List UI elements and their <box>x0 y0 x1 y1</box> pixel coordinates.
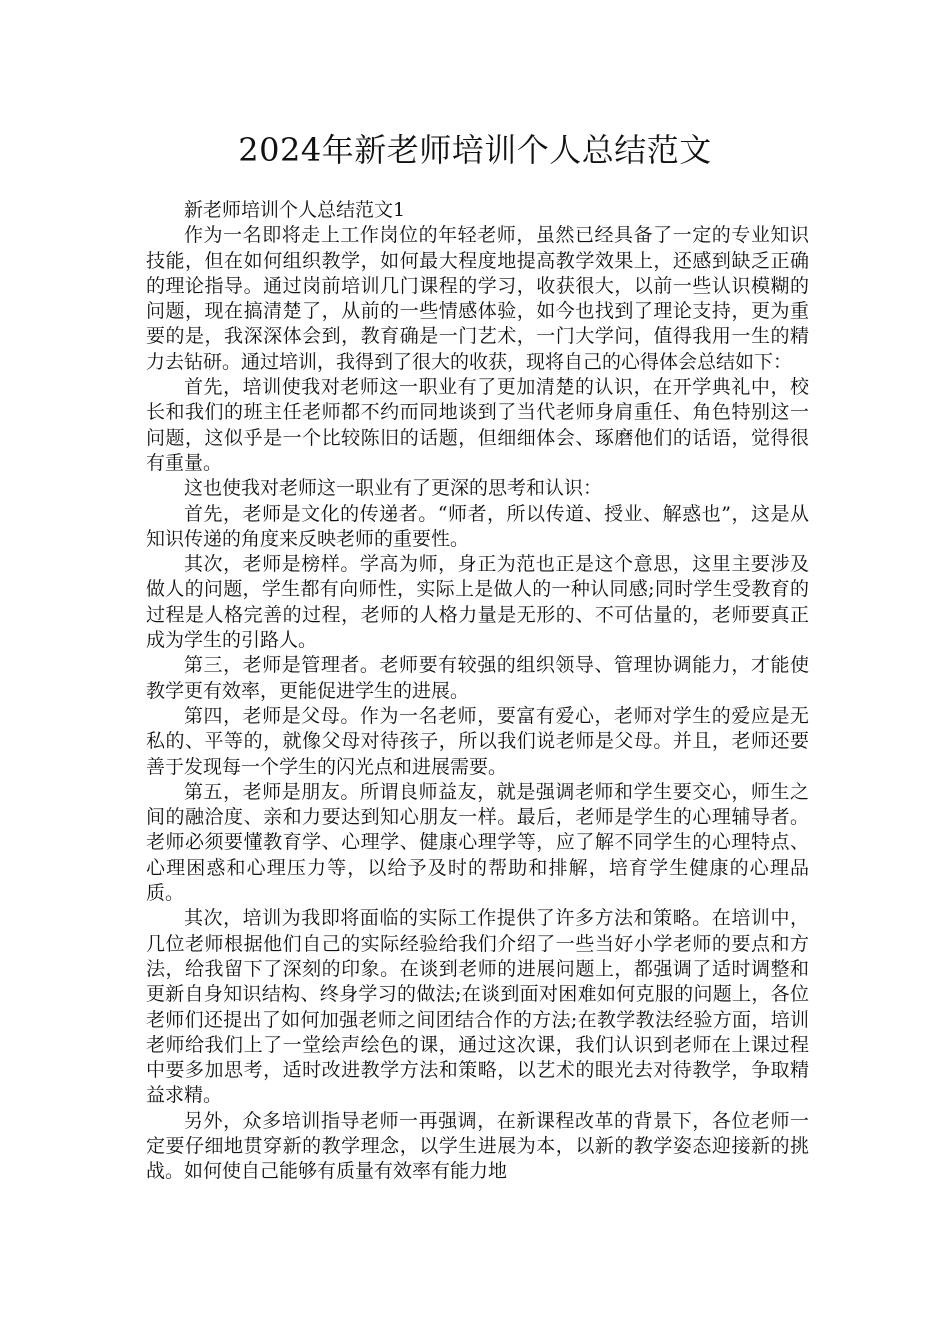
paragraph: 其次，老师是榜样。学高为师，身正为范也正是这个意思，这里主要涉及做人的问题，学生都有向师性，实际上是做人的一种认同感;同时学生受教育的过程是人格完善的过程，老师的人格力量是无形的、不可估量的，老师要真正成为学生的引路人。 <box>146 553 809 652</box>
paragraph: 其次，培训为我即将面临的实际工作提供了许多方法和策略。在培训中，几位老师根据他们自己的实际经验给我们介绍了一些当好小学老师的要点和方法，给我留下了深刻的印象。在谈到老师的进展问题上，都强调了适时调整和更新自身知识结构、终身学习的做法;在谈到面对困难如何克服的问题上，各位老师们还提出了如何加强老师之间团结合作的方法;在教学教法经验方面，培训老师给我们上了一堂绘声绘色的课，通过这次课，我们认识到老师在上课过程中要多加思考，适时改进教学方法和策略，以艺术的眼光去对待教学，争取精益求精。 <box>146 907 809 1107</box>
paragraph: 首先，培训使我对老师这一职业有了更加清楚的认识，在开学典礼中，校长和我们的班主任老师都不约而同地谈到了当代老师身肩重任、角色特别这一问题，这似乎是一个比较陈旧的话题，但细细体会、琢磨他们的话语，觉得很有重量。 <box>146 376 809 474</box>
document-body <box>146 198 809 1185</box>
paragraph: 第四，老师是父母。作为一名老师，要富有爱心，老师对学生的爱应是无私的、平等的，就像父母对待孩子，所以我们说老师是父母。并且，老师还要善于发现每一个学生的闪光点和进展需要。 <box>146 704 809 778</box>
paragraph: 第五，老师是朋友。所谓良师益友，就是强调老师和学生要交心，师生之间的融洽度、亲和力要达到知心朋友一样。最后，老师是学生的心理辅导者。老师必须要懂教育学、心理学、健康心理学等，应了解不同学生的心理特点、心理困惑和心理压力等，以给予及时的帮助和排解，培育学生健康的心理品质。 <box>146 780 809 905</box>
section-heading: 新老师培训个人总结范文1 <box>184 199 406 221</box>
paragraph: 另外，众多培训指导老师一再强调，在新课程改革的背景下，各位老师一定要仔细地贯穿新的教学理念，以学生进展为本，以新的教学姿态迎接新的挑战。如何使自己能够有质量有效率有能力地 <box>146 1109 809 1183</box>
document-title: 2024年新老师培训个人总结范文 <box>238 131 712 169</box>
paragraph: 这也使我对老师这一职业有了更深的思考和认识： <box>184 477 603 500</box>
paragraph: 第三，老师是管理者。老师要有较强的组织领导、管理协调能力，才能使教学更有效率，更能促进学生的进展。 <box>146 654 809 702</box>
paragraph: 首先，老师是文化的传递者。“师者，所以传道、授业、解惑也”，这是从知识传递的角度来反映老师的重要性。 <box>146 502 809 550</box>
paragraph: 作为一名即将走上工作岗位的年轻老师，虽然已经具备了一定的专业知识技能，但在如何组织教学，如何最大程度地提高教学效果上，还感到缺乏正确的理论指导。通过岗前培训几门课程的学习，收获很大，以前一些认识模糊的问题，现在搞清楚了，从前的一些情感体验，如今也找到了理论支持，更为重要的是，我深深体会到，教育确是一门艺术，一门大学问，值得我用一生的精力去钻研。通过培训，我得到了很大的收获，现将自己的心得体会总结如下： <box>146 224 809 373</box>
